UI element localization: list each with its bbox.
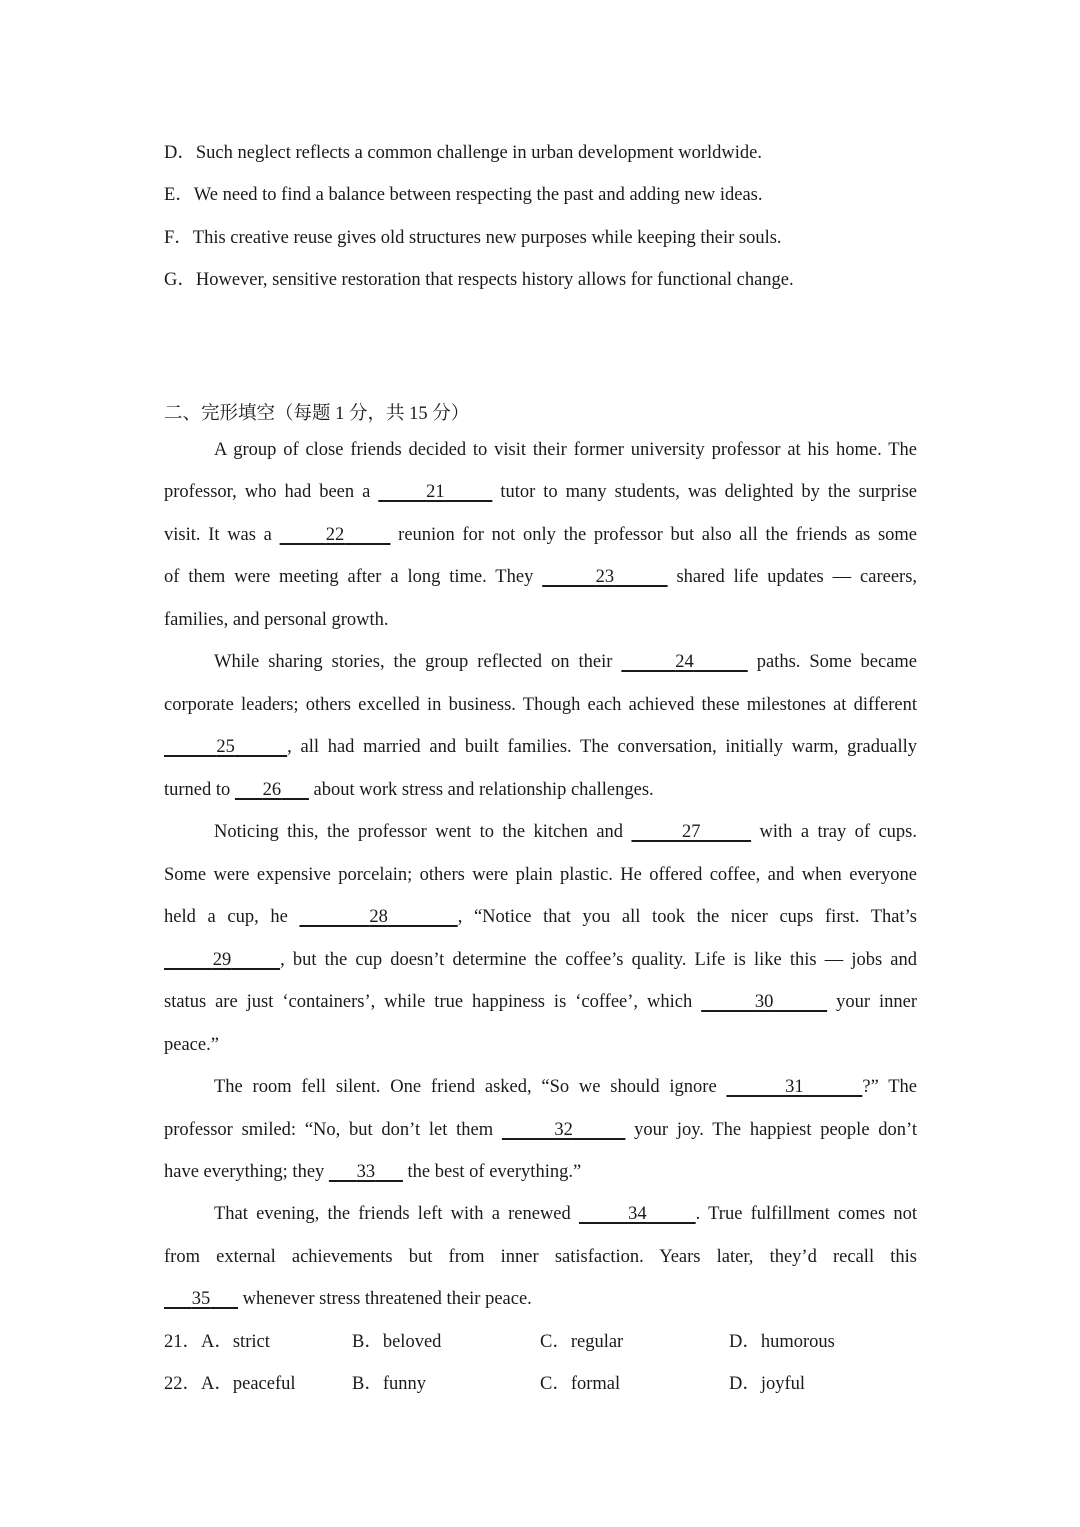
choice-d[interactable]: D．humorous xyxy=(729,1332,835,1352)
blank-26[interactable]: 26 xyxy=(262,780,282,800)
choice-d[interactable]: D．joyful xyxy=(729,1374,806,1394)
passage-line: of them were meeting after a long time. They 23 shared life updates — careers, xyxy=(164,567,918,587)
passage-line: Some were expensive porcelain; others were plain plastic. He offered coffee, and when everyone xyxy=(164,865,917,885)
blank-23[interactable]: 23 xyxy=(595,567,615,587)
passage-line: That evening, the friends left with a renewed 34 . True fulfillment comes not xyxy=(214,1204,917,1224)
passage-line: status are just ‘containers’, while true happiness is ‘coffee’, which 30 your inner xyxy=(164,992,917,1012)
option-f: F．This creative reuse gives old structures new purposes while keeping their souls. xyxy=(164,228,782,248)
passage-line: turned to 26 about work stress and relationship challenges. xyxy=(164,780,654,800)
blank-21[interactable]: 21 xyxy=(426,482,445,502)
passage-line: visit. It was a 22 reunion for not only the professor but also all the friends as some xyxy=(164,525,918,545)
passage-line: 35 whenever stress threatened their peace. xyxy=(164,1287,917,1311)
choice-b[interactable]: B．beloved xyxy=(352,1332,442,1352)
passage-line: A group of close friends decided to visit their former university professor at his home. The xyxy=(214,440,917,460)
choice-c[interactable]: C．regular xyxy=(540,1332,624,1352)
passage-line: have everything; they 33 the best of everything.” xyxy=(164,1162,582,1182)
passage-line: peace.” xyxy=(164,1035,219,1055)
passage-line: 29 , but the cup doesn’t determine the coffee’s quality. Life is like this — jobs and xyxy=(164,948,917,972)
blank-24[interactable]: 24 xyxy=(675,652,694,672)
passage-line: professor, who had been a 21 tutor to many students, was delighted by the surprise xyxy=(164,482,918,502)
choice-c[interactable]: C．formal xyxy=(540,1374,621,1394)
question-number: 22． xyxy=(164,1374,202,1394)
passage-line: corporate leaders; others excelled in business. Though each achieved these milestones at different xyxy=(164,695,917,715)
blank-22[interactable]: 22 xyxy=(325,525,345,545)
option-g: G．However, sensitive restoration that respects history allows for functional change. xyxy=(164,270,794,290)
passage-line: held a cup, he 28 , “Notice that you all took the nicer cups first. That’s xyxy=(164,907,917,927)
passage-line: While sharing stories, the group reflected on their 24 paths. Some became xyxy=(214,652,917,672)
option-d: D．Such neglect reflects a common challenge in urban development worldwide. xyxy=(164,143,762,163)
blank-30[interactable]: 30 xyxy=(754,992,774,1012)
choice-b[interactable]: B．funny xyxy=(352,1374,427,1394)
passage-line: The room fell silent. One friend asked, “So we should ignore 31 ?” The xyxy=(214,1077,917,1097)
passage-line: professor smiled: “No, but don’t let them 32 your joy. The happiest people don’t xyxy=(164,1120,917,1140)
passage-line: Noticing this, the professor went to the kitchen and 27 with a tray of cups. xyxy=(214,822,918,842)
blank-25[interactable]: 25 xyxy=(216,737,235,757)
choice-a[interactable]: A．strict xyxy=(201,1332,270,1352)
blank-27[interactable]: 27 xyxy=(682,822,701,842)
blank-28[interactable]: 28 xyxy=(369,907,388,927)
section-heading: 二、完形填空（每题 1 分，共 15 分） xyxy=(164,404,470,424)
blank-31[interactable]: 31 xyxy=(785,1077,804,1097)
blank-29[interactable]: 29 xyxy=(212,950,232,970)
passage-line: 25 , all had married and built families. The conversation, initially warm, gradually xyxy=(164,735,917,759)
option-e: E．We need to find a balance between respecting the past and adding new ideas. xyxy=(164,185,763,205)
blank-33[interactable]: 33 xyxy=(356,1162,376,1182)
passage-line: families, and personal growth. xyxy=(164,610,389,630)
blank-32[interactable]: 32 xyxy=(554,1120,573,1140)
blank-35[interactable]: 35 xyxy=(191,1289,211,1309)
question-number: 21． xyxy=(164,1332,202,1352)
choice-a[interactable]: A．peaceful xyxy=(201,1374,296,1394)
passage-line: from external achievements but from inner satisfaction. Years later, they’d recall this xyxy=(164,1247,917,1267)
blank-34[interactable]: 34 xyxy=(628,1204,647,1224)
